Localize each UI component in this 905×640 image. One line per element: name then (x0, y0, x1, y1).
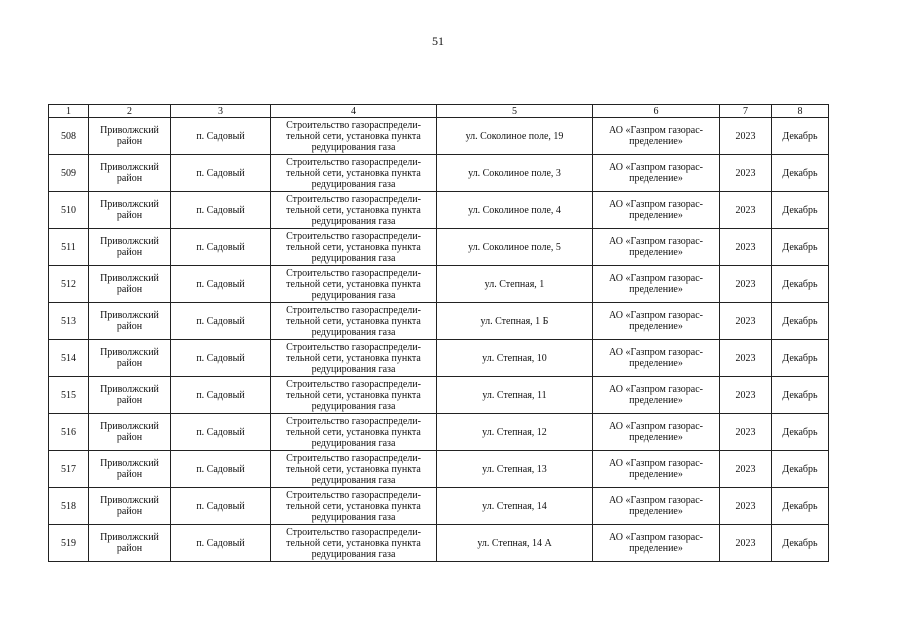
cell-district: Приволжский район (89, 118, 171, 155)
cell-work: Строительство газораспредели- тельной сети, установка пункта редуцирования газа (271, 414, 437, 451)
cell-settlement: п. Садовый (171, 340, 271, 377)
cell-work: Строительство газораспредели- тельной сети, установка пункта редуцирования газа (271, 118, 437, 155)
page-number: 51 (432, 34, 444, 48)
cell-district: Приволжский район (89, 229, 171, 266)
cell-organization: АО «Газпром газорас- пределение» (593, 303, 720, 340)
cell-number: 511 (49, 229, 89, 266)
cell-month: Декабрь (772, 377, 829, 414)
cell-settlement: п. Садовый (171, 488, 271, 525)
cell-month: Декабрь (772, 118, 829, 155)
table-row (49, 377, 829, 414)
cell-district: Приволжский район (89, 377, 171, 414)
cell-organization: АО «Газпром газорас- пределение» (593, 155, 720, 192)
column-header: 3 (171, 105, 271, 118)
cell-work: Строительство газораспредели- тельной сети, установка пункта редуцирования газа (271, 451, 437, 488)
cell-year: 2023 (720, 488, 772, 525)
cell-month: Декабрь (772, 525, 829, 562)
cell-number: 515 (49, 377, 89, 414)
cell-organization: АО «Газпром газорас- пределение» (593, 525, 720, 562)
cell-settlement: п. Садовый (171, 414, 271, 451)
cell-address: ул. Степная, 11 (437, 377, 593, 414)
cell-year: 2023 (720, 303, 772, 340)
cell-work: Строительство газораспредели- тельной сети, установка пункта редуцирования газа (271, 525, 437, 562)
cell-settlement: п. Садовый (171, 451, 271, 488)
cell-organization: АО «Газпром газорас- пределение» (593, 266, 720, 303)
cell-year: 2023 (720, 192, 772, 229)
column-header: 7 (720, 105, 772, 118)
cell-number: 509 (49, 155, 89, 192)
cell-work: Строительство газораспредели- тельной сети, установка пункта редуцирования газа (271, 340, 437, 377)
table-row (49, 155, 829, 192)
cell-address: ул. Соколиное поле, 5 (437, 229, 593, 266)
cell-settlement: п. Садовый (171, 192, 271, 229)
column-header: 1 (49, 105, 89, 118)
cell-year: 2023 (720, 377, 772, 414)
cell-organization: АО «Газпром газорас- пределение» (593, 340, 720, 377)
table-row (49, 340, 829, 377)
cell-month: Декабрь (772, 155, 829, 192)
cell-month: Декабрь (772, 303, 829, 340)
cell-number: 508 (49, 118, 89, 155)
cell-number: 513 (49, 303, 89, 340)
cell-number: 519 (49, 525, 89, 562)
cell-organization: АО «Газпром газорас- пределение» (593, 118, 720, 155)
table-row (49, 266, 829, 303)
table-row (49, 229, 829, 266)
cell-address: ул. Степная, 1 Б (437, 303, 593, 340)
cell-month: Декабрь (772, 340, 829, 377)
cell-work: Строительство газораспредели- тельной сети, установка пункта редуцирования газа (271, 192, 437, 229)
cell-district: Приволжский район (89, 303, 171, 340)
cell-year: 2023 (720, 451, 772, 488)
table-row (49, 303, 829, 340)
cell-address: ул. Степная, 14 (437, 488, 593, 525)
table-row (49, 488, 829, 525)
cell-address: ул. Степная, 13 (437, 451, 593, 488)
cell-settlement: п. Садовый (171, 525, 271, 562)
cell-month: Декабрь (772, 488, 829, 525)
cell-number: 517 (49, 451, 89, 488)
cell-month: Декабрь (772, 192, 829, 229)
cell-work: Строительство газораспредели- тельной сети, установка пункта редуцирования газа (271, 266, 437, 303)
cell-district: Приволжский район (89, 451, 171, 488)
cell-address: ул. Степная, 14 А (437, 525, 593, 562)
cell-settlement: п. Садовый (171, 303, 271, 340)
cell-year: 2023 (720, 525, 772, 562)
cell-work: Строительство газораспредели- тельной сети, установка пункта редуцирования газа (271, 377, 437, 414)
cell-district: Приволжский район (89, 488, 171, 525)
cell-district: Приволжский район (89, 155, 171, 192)
cell-settlement: п. Садовый (171, 229, 271, 266)
cell-address: ул. Степная, 10 (437, 340, 593, 377)
cell-district: Приволжский район (89, 525, 171, 562)
column-header: 4 (271, 105, 437, 118)
cell-organization: АО «Газпром газорас- пределение» (593, 377, 720, 414)
cell-district: Приволжский район (89, 192, 171, 229)
cell-organization: АО «Газпром газорас- пределение» (593, 414, 720, 451)
cell-settlement: п. Садовый (171, 377, 271, 414)
column-header: 6 (593, 105, 720, 118)
cell-address: ул. Соколиное поле, 3 (437, 155, 593, 192)
header-row (49, 105, 829, 118)
cell-year: 2023 (720, 229, 772, 266)
cell-district: Приволжский район (89, 340, 171, 377)
cell-year: 2023 (720, 155, 772, 192)
cell-address: ул. Соколиное поле, 19 (437, 118, 593, 155)
column-header: 8 (772, 105, 829, 118)
cell-settlement: п. Садовый (171, 155, 271, 192)
cell-organization: АО «Газпром газорас- пределение» (593, 192, 720, 229)
cell-number: 512 (49, 266, 89, 303)
cell-organization: АО «Газпром газорас- пределение» (593, 488, 720, 525)
table-row (49, 192, 829, 229)
cell-number: 518 (49, 488, 89, 525)
cell-organization: АО «Газпром газорас- пределение» (593, 229, 720, 266)
cell-address: ул. Степная, 12 (437, 414, 593, 451)
cell-settlement: п. Садовый (171, 118, 271, 155)
cell-settlement: п. Садовый (171, 266, 271, 303)
column-header: 5 (437, 105, 593, 118)
cell-work: Строительство газораспредели- тельной сети, установка пункта редуцирования газа (271, 488, 437, 525)
cell-district: Приволжский район (89, 266, 171, 303)
cell-work: Строительство газораспредели- тельной сети, установка пункта редуцирования газа (271, 303, 437, 340)
cell-month: Декабрь (772, 229, 829, 266)
cell-address: ул. Соколиное поле, 4 (437, 192, 593, 229)
table-row (49, 451, 829, 488)
cell-number: 516 (49, 414, 89, 451)
cell-number: 510 (49, 192, 89, 229)
cell-work: Строительство газораспредели- тельной сети, установка пункта редуцирования газа (271, 155, 437, 192)
cell-organization: АО «Газпром газорас- пределение» (593, 451, 720, 488)
cell-month: Декабрь (772, 266, 829, 303)
table-row (49, 414, 829, 451)
column-header: 2 (89, 105, 171, 118)
cell-year: 2023 (720, 340, 772, 377)
cell-year: 2023 (720, 118, 772, 155)
cell-number: 514 (49, 340, 89, 377)
cell-month: Декабрь (772, 414, 829, 451)
table-row (49, 118, 829, 155)
cell-month: Декабрь (772, 451, 829, 488)
table-row (49, 525, 829, 562)
cell-district: Приволжский район (89, 414, 171, 451)
cell-year: 2023 (720, 414, 772, 451)
cell-work: Строительство газораспредели- тельной сети, установка пункта редуцирования газа (271, 229, 437, 266)
cell-address: ул. Степная, 1 (437, 266, 593, 303)
cell-year: 2023 (720, 266, 772, 303)
gas-network-table (48, 104, 829, 562)
